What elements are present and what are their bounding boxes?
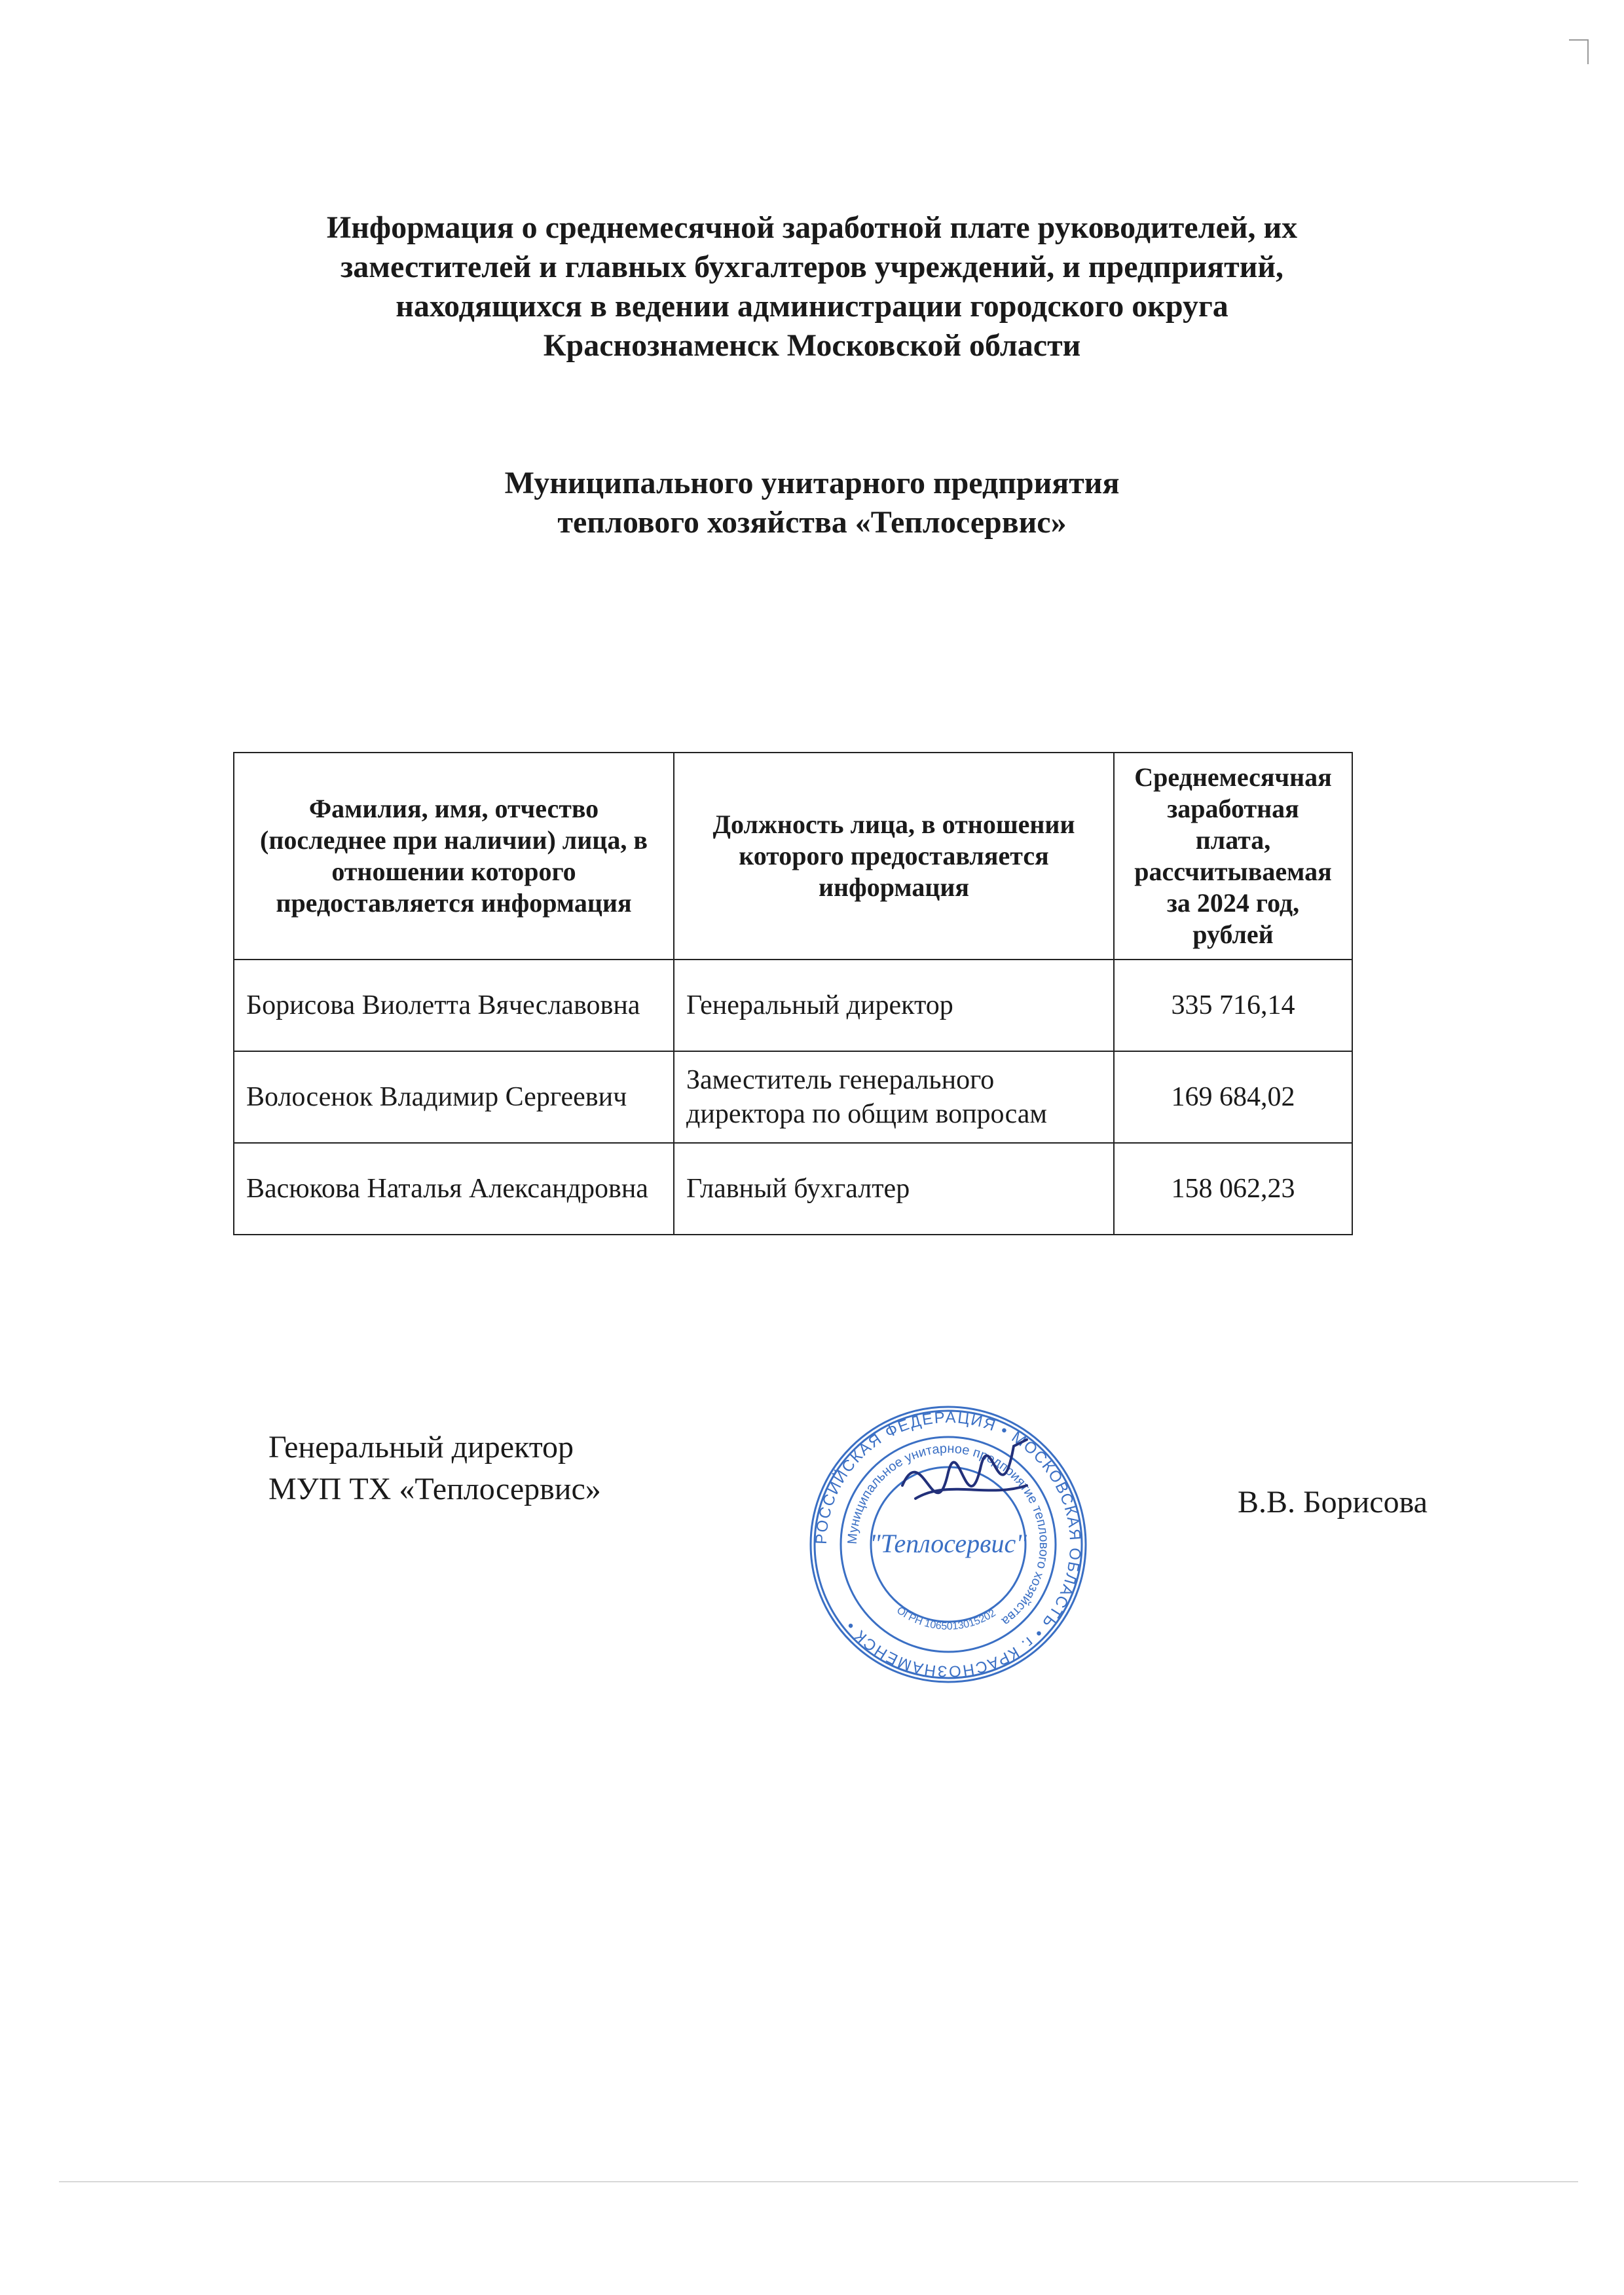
page-footer-divider	[59, 2181, 1578, 2182]
subtitle-line: Муниципального унитарного предприятия	[504, 466, 1120, 500]
cell-salary: 335 716,14	[1114, 960, 1352, 1051]
signatory-name: В.В. Борисова	[1238, 1485, 1428, 1520]
cell-position: Заместитель генерального директора по общим вопросам	[674, 1051, 1114, 1143]
seal-center-text: "Теплосервис"	[869, 1529, 1027, 1558]
salary-table	[233, 752, 1353, 1235]
table-row	[234, 1143, 1352, 1235]
subtitle-line: теплового хозяйства «Теплосервис»	[557, 505, 1067, 540]
cell-salary: 158 062,23	[1114, 1143, 1352, 1235]
seal-outer-text: РОССИЙСКАЯ ФЕДЕРАЦИЯ • МОСКОВСКАЯ ОБЛАСТЬ • г. КРАСНОЗНАМЕНСК •	[812, 1408, 1084, 1681]
cell-full-name: Васюкова Наталья Александровна	[234, 1143, 674, 1235]
header-salary: Среднемесячная заработная плата, рассчитываемая за 2024 год, рублей	[1114, 753, 1352, 960]
title-line: Краснознаменск Московской области	[543, 328, 1081, 363]
scan-corner-mark	[1569, 39, 1589, 64]
table-header-row	[234, 753, 1352, 960]
title-line: Информация о среднемесячной заработной плате руководителей, их	[326, 210, 1298, 245]
cell-full-name: Волосенок Владимир Сергеевич	[234, 1051, 674, 1143]
cell-full-name: Борисова Виолетта Вячеславовна	[234, 960, 674, 1051]
title-line: находящихся в ведении администрации городского округа	[396, 289, 1228, 324]
document-title	[196, 208, 1428, 365]
cell-position: Главный бухгалтер	[674, 1143, 1114, 1235]
table-row	[234, 960, 1352, 1051]
seal-inner-text: Муниципальное унитарное предприятие теплового хозяйства	[845, 1441, 1052, 1629]
table-row	[234, 1051, 1352, 1143]
signatory-position-line: МУП ТХ «Теплосервис»	[268, 1472, 601, 1506]
official-seal-stamp	[804, 1400, 1092, 1689]
signatory-position-line: Генеральный директор	[268, 1430, 574, 1465]
cell-position: Генеральный директор	[674, 960, 1114, 1051]
organization-name	[196, 464, 1428, 542]
signatory-position	[268, 1427, 601, 1510]
seal-ogrn-text: ОГРН 1065013015202	[895, 1605, 998, 1633]
header-full-name: Фамилия, имя, отчество (последнее при наличии) лица, в отношении которого предоставляется информация	[234, 753, 674, 960]
title-line: заместителей и главных бухгалтеров учреждений, и предприятий,	[340, 250, 1284, 284]
header-position: Должность лица, в отношении которого предоставляется информация	[674, 753, 1114, 960]
cell-salary: 169 684,02	[1114, 1051, 1352, 1143]
